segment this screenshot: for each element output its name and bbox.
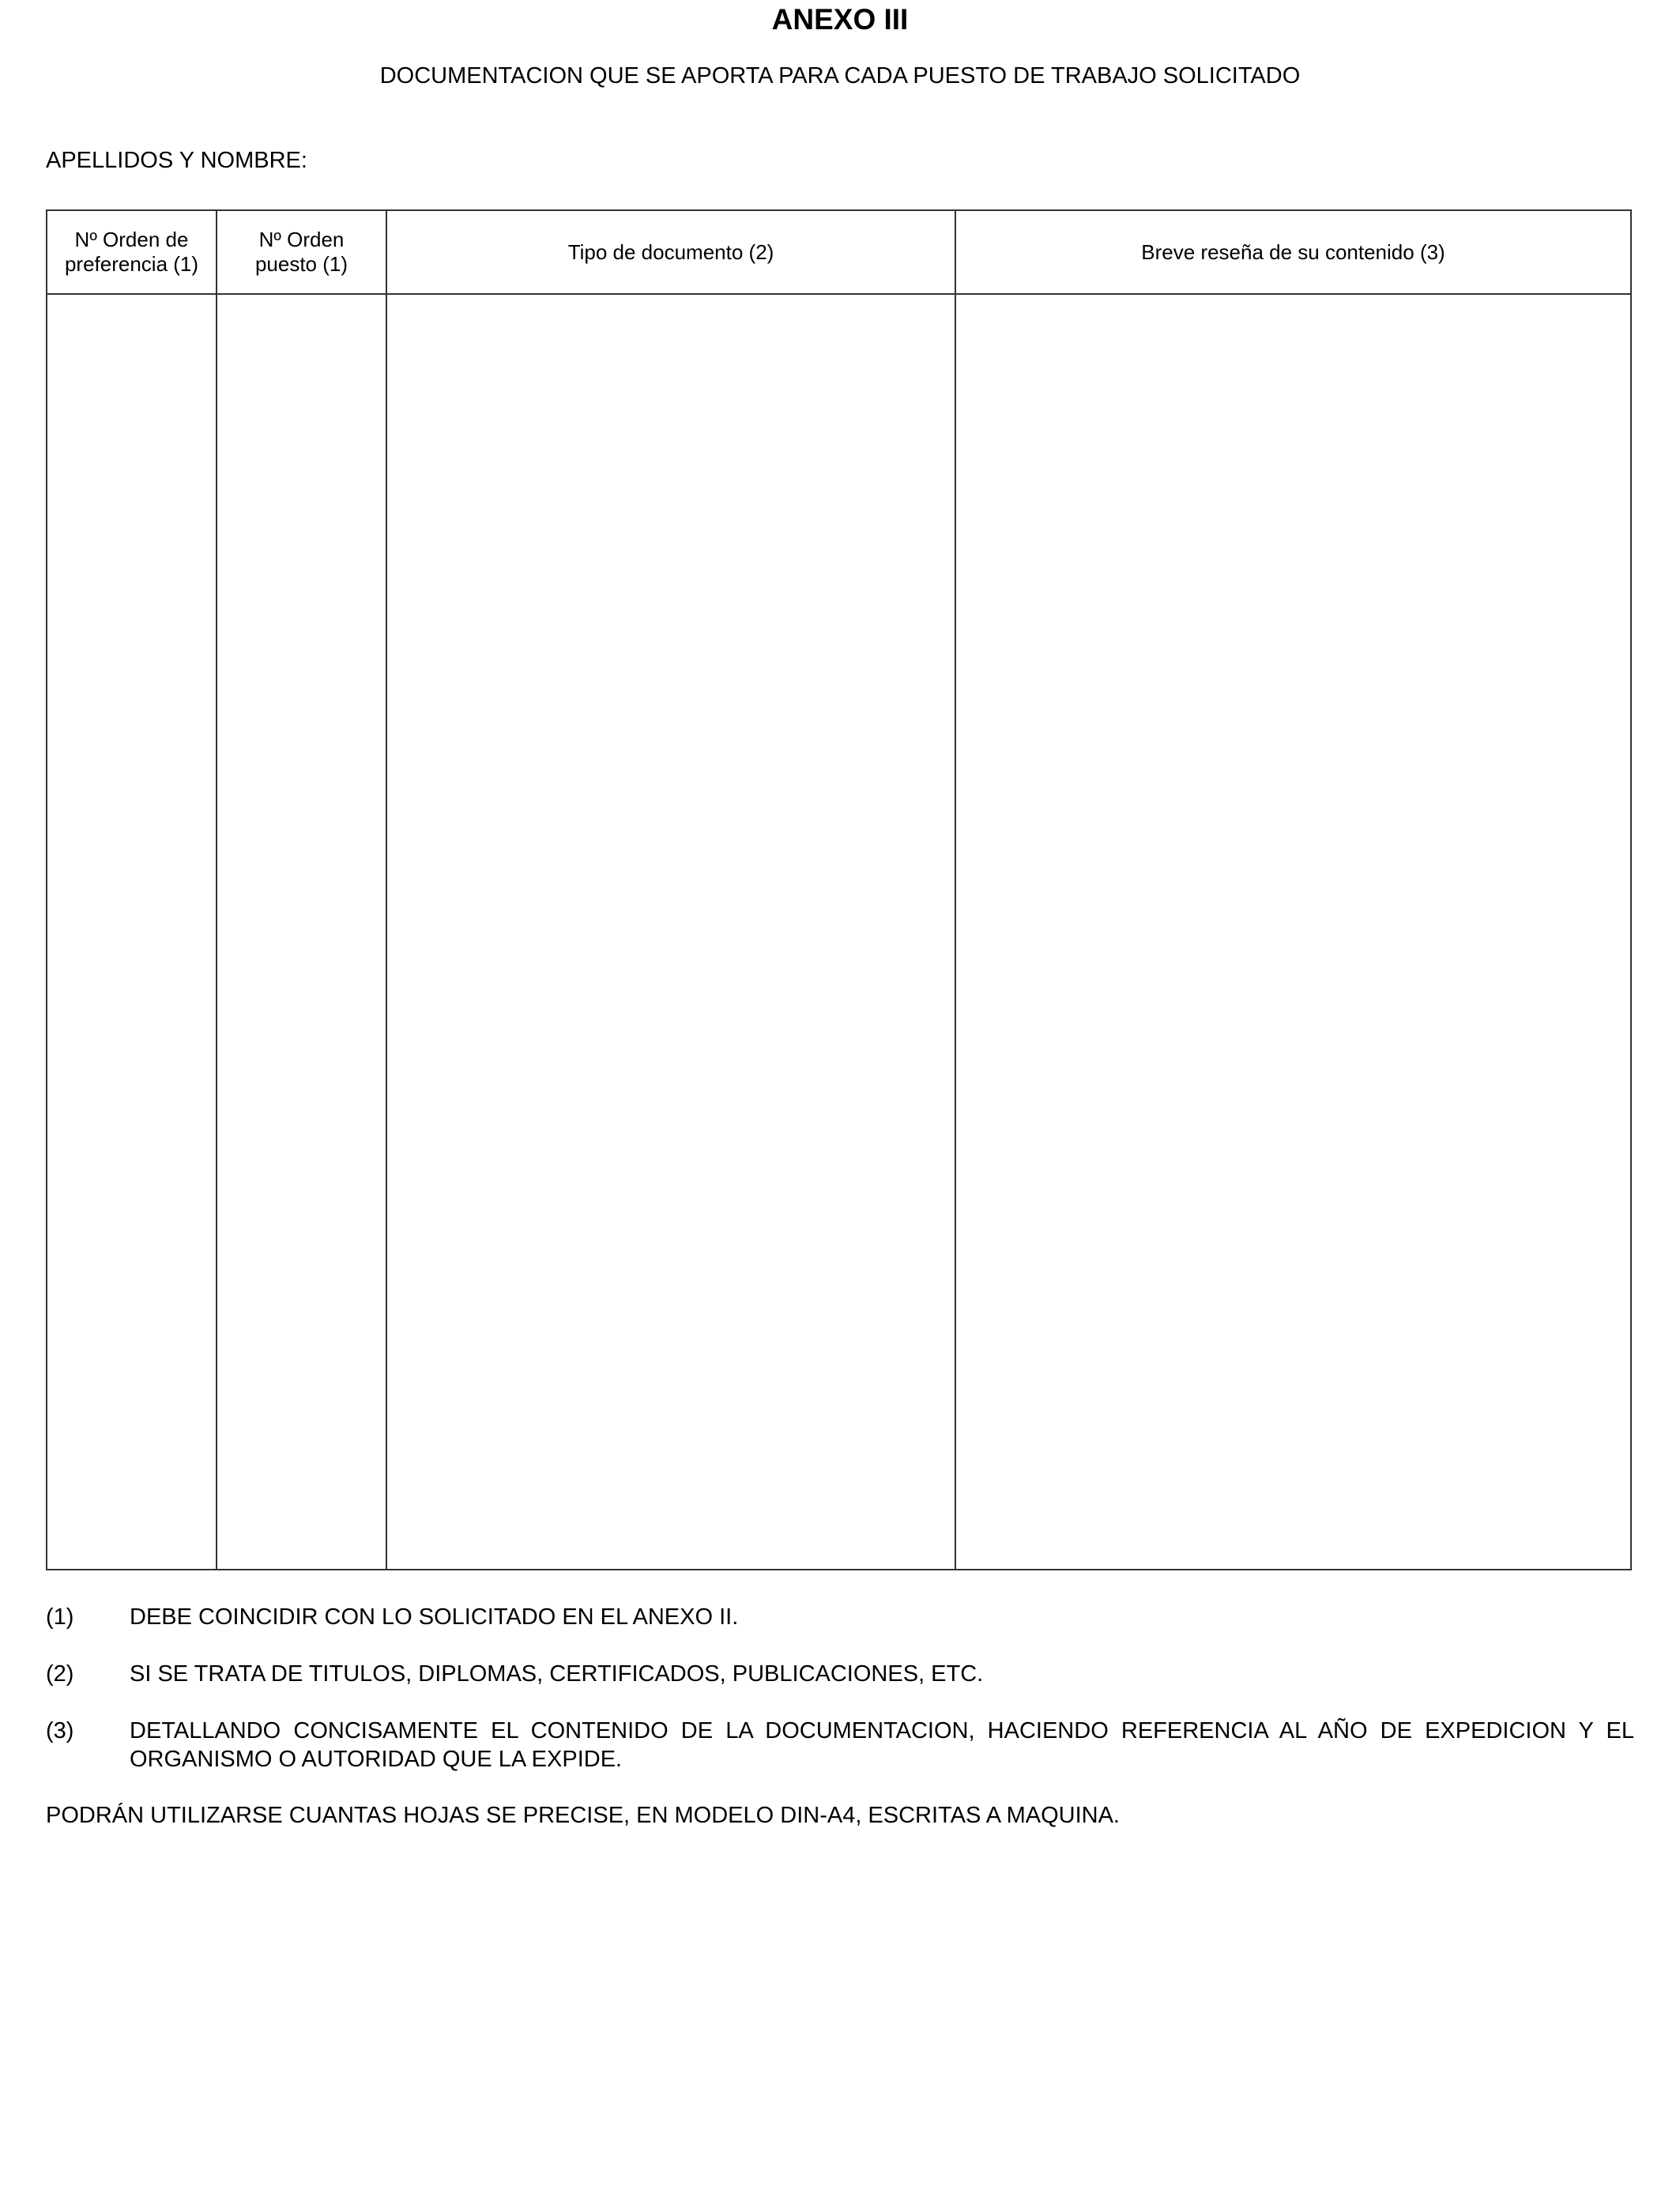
- header-line: preferencia (1): [64, 252, 199, 276]
- footnotes: [46, 1603, 1634, 1802]
- footnote: [46, 1603, 1634, 1631]
- cell-resena-contenido[interactable]: [955, 294, 1631, 1570]
- table-header-row: [47, 210, 1631, 294]
- final-note: PODRÁN UTILIZARSE CUANTAS HOJAS SE PRECISE, EN MODELO DIN-A4, ESCRITAS A MAQUINA.: [46, 1803, 1120, 1828]
- header-orden-preferencia: [47, 210, 217, 294]
- footnote-text: SI SE TRATA DE TITULOS, DIPLOMAS, CERTIFICADOS, PUBLICACIONES, ETC.: [130, 1661, 984, 1687]
- footnote-number: (3): [46, 1718, 74, 1744]
- header-line: Tipo de documento (2): [567, 239, 774, 264]
- header-tipo-documento: [386, 210, 955, 294]
- header-resena-contenido: [955, 210, 1631, 294]
- name-label: APELLIDOS Y NOMBRE:: [46, 148, 307, 173]
- header-line: Breve reseña de su contenido (3): [1141, 239, 1445, 264]
- cell-orden-puesto[interactable]: [217, 294, 386, 1570]
- document-subtitle: DOCUMENTACION QUE SE APORTA PARA CADA PUESTO DE TRABAJO SOLICITADO: [379, 63, 1301, 89]
- cell-orden-preferencia[interactable]: [47, 294, 217, 1570]
- footnote: [46, 1660, 1634, 1688]
- header-orden-puesto: [217, 210, 386, 294]
- documentation-table: [46, 209, 1632, 1570]
- header-line: Nº Orden de: [74, 228, 189, 251]
- header-line: Nº Orden: [258, 228, 345, 251]
- document-title: ANEXO III: [771, 3, 909, 36]
- footnote-number: (1): [46, 1604, 74, 1630]
- footnote-number: (2): [46, 1661, 74, 1687]
- cell-tipo-documento[interactable]: [386, 294, 955, 1570]
- footnote-text: DEBE COINCIDIR CON LO SOLICITADO EN EL ANEXO II.: [130, 1604, 739, 1630]
- header-line: puesto (1): [254, 252, 348, 276]
- table-row: [47, 294, 1631, 1570]
- footnote-text: DETALLANDO CONCISAMENTE EL CONTENIDO DE LA DOCUMENTACION, HACIENDO REFERENCIA AL AÑO DE EXPEDICION Y EL ORGANISMO O AUTORIDAD QUE LA EXPIDE.: [130, 1718, 1634, 1772]
- footnote: [46, 1717, 1634, 1774]
